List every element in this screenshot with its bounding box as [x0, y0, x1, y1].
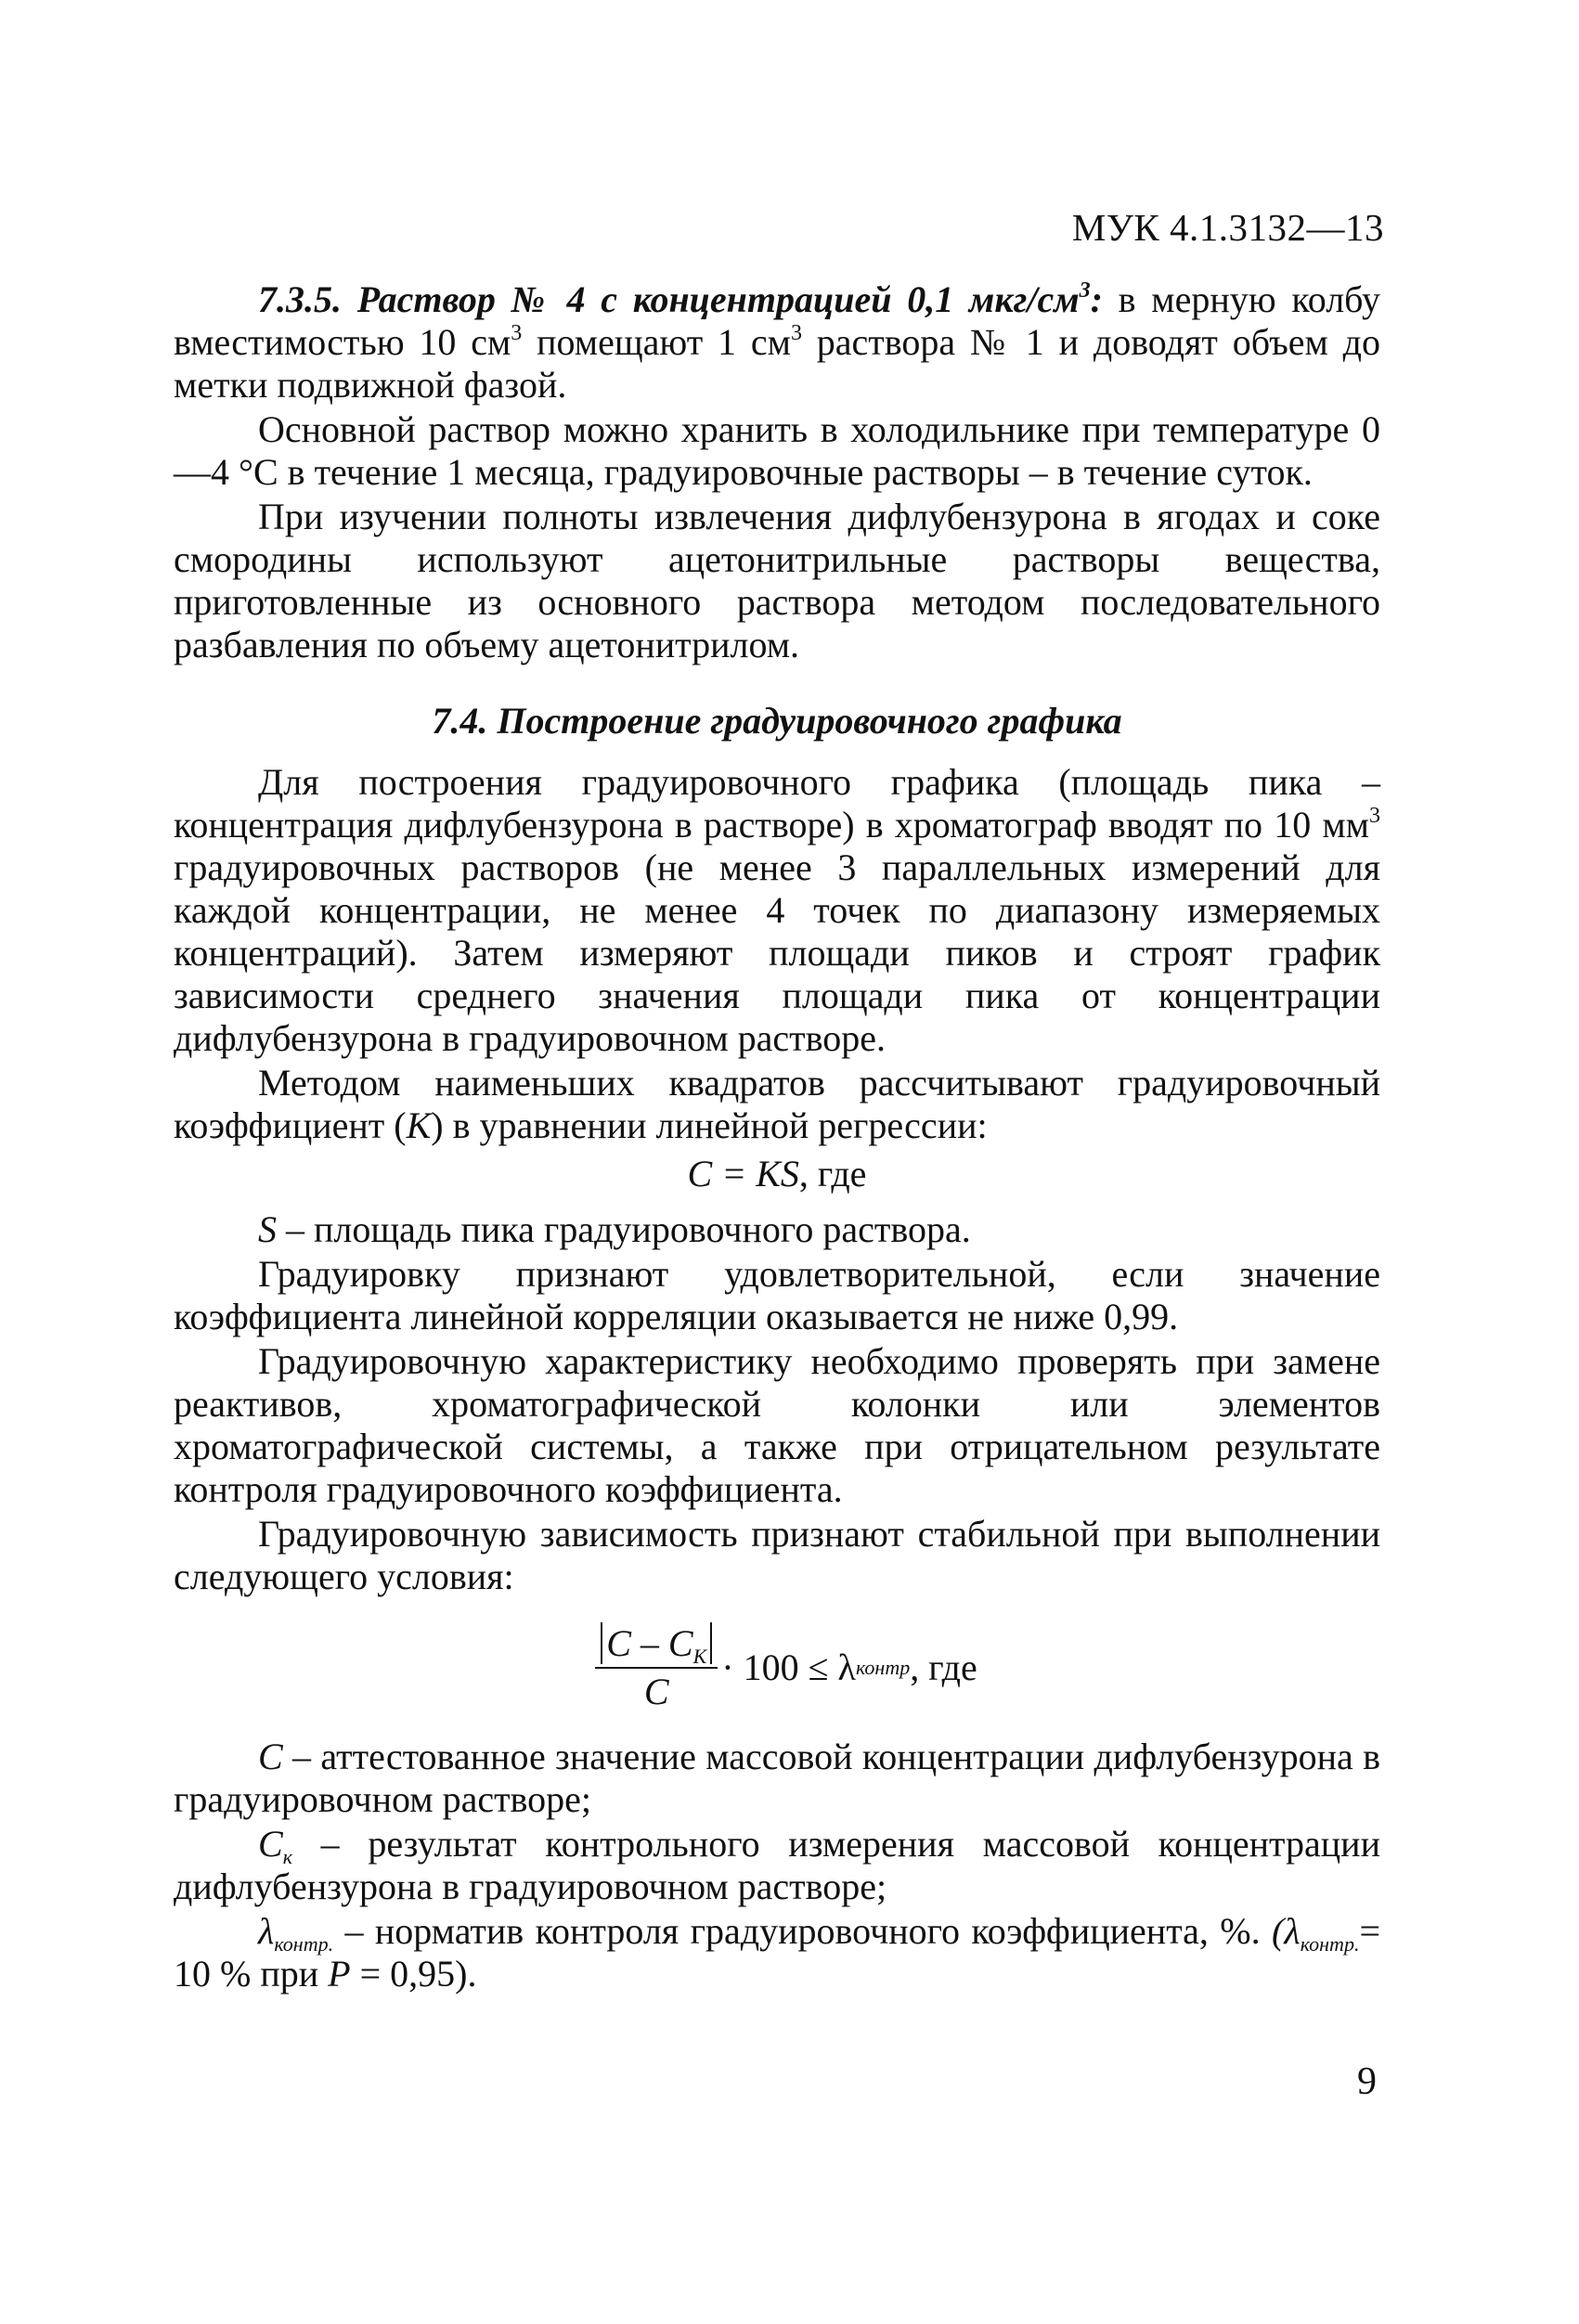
section-title-7-4: 7.4. Построение градуировочного графика	[432, 700, 1122, 742]
paragraph-recovery-study: При изучении полноты извлечения дифлубензурона в ягодах и соке смородины используют ацетонитрильные растворы вещества, приготовленные из основного раствора методом последовательного разбавления по объему ацетонитрилом.	[174, 496, 1380, 665]
paragraph-stability: Градуировочную зависимость признают стабильной при выполнении следующего условия:	[174, 1513, 1380, 1597]
definition-s: S – площадь пика градуировочного раствора.	[258, 1208, 971, 1250]
page-number: 9	[1357, 2060, 1377, 2103]
fraction	[595, 1622, 718, 1713]
paragraph-storage: Основной раствор можно хранить в холодильнике при температуре 0—4 °С в течение 1 месяца, градуировочные растворы – в течение суток.	[174, 408, 1380, 493]
document-body	[174, 278, 1380, 1995]
paragraph-least-squares: Методом наименьших квадратов рассчитывают градуировочный коэффициент (K) в уравнении линейной регрессии:	[174, 1062, 1380, 1146]
paragraph-correlation: Градуировку признают удовлетворительной, если значение коэффициента линейной корреляции оказывается не ниже 0,99.	[174, 1253, 1380, 1337]
definition-c: C – аттестованное значение массовой концентрации дифлубензурона в градуировочном растворе;	[174, 1736, 1380, 1820]
paragraph-verification: Градуировочную характеристику необходимо проверять при замене реактивов, хроматографической колонки или элементов хроматографической системы, а также при отрицательном результате контроля градуировочного коэффициента.	[174, 1340, 1380, 1510]
definition-lambda: $\lambda_{контр.}$ – норматив контроля градуировочного коэффициента, %. ($\lambda_{контр.}= 10$ % при P = 0,95).	[174, 1910, 1381, 1995]
fraction-numerator: C – $C_K$	[595, 1622, 718, 1669]
fraction-denominator: C	[643, 1671, 669, 1712]
definition-ck: $C_к$ – результат контрольного измерения массовой концентрации дифлубензурона в градуировочном растворе;	[174, 1823, 1380, 1907]
subsection-heading-7-3-5: 7.3.5. Раствор № 4 с концентрацией 0,1 мкг/$см^3$:	[258, 278, 1103, 320]
document-code-header: МУК 4.1.3132—13	[1071, 206, 1384, 249]
paragraph-solution-4: 7.3.5. Раствор № 4 с концентрацией 0,1 мкг/$см^3$: в мерную колбу вместимостью 10 $см^3$ помещают 1 $см^3$ раствора № 1 и доводят объем до метки подвижной фазой.	[174, 278, 1381, 406]
paragraph-calibration-procedure: Для построения градуировочного графика (площадь пика – концентрация дифлубензурона в растворе) в хроматограф вводят по 10 $мм^3$ градуировочных растворов (не менее 3 параллельных измерений для каждой концентрации, не менее 4 точек по диапазону измеряемых концентраций). Затем измеряют площади пиков и строят график зависимости среднего значения площади пика от концентрации дифлубензурона в градуировочном растворе.	[174, 761, 1380, 1059]
formula-stability-condition: $\frac{C - C_K}{C}$ · 100 ≤ λ контр , где	[174, 1622, 1380, 1713]
formula-linear-regression: C = KS, где	[687, 1153, 867, 1194]
